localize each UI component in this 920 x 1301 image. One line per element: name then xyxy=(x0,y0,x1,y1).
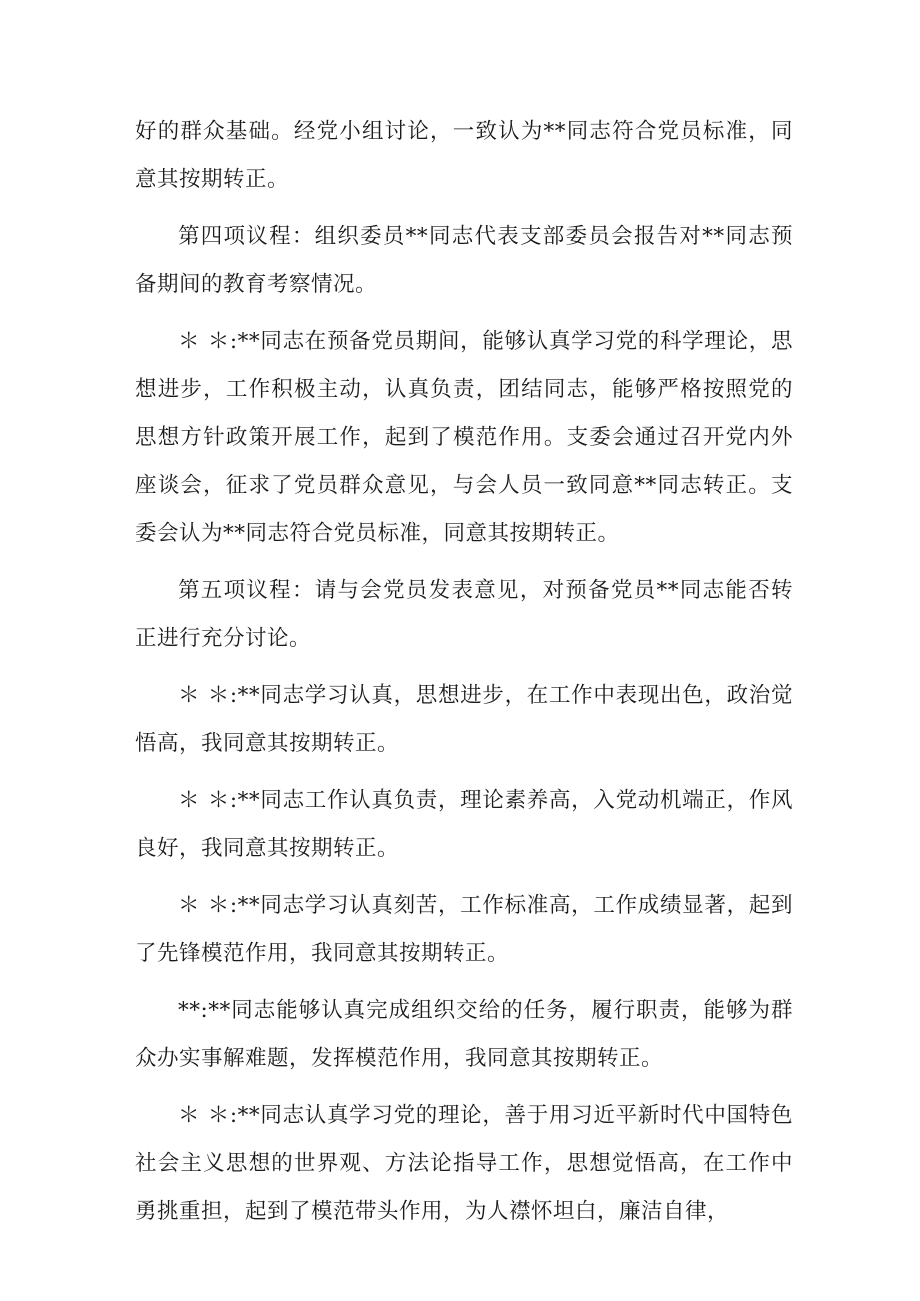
paragraph-4: 第五项议程：请与会党员发表意见，对预备党员**同志能否转正进行充分讨论。 xyxy=(135,578,793,651)
paragraph-5: ＊ ＊:**同志学习认真，思想进步，在工作中表现出色，政治觉悟高，我同意其按期转正。 xyxy=(135,683,793,756)
paragraph-7: ＊ ＊:**同志学习认真刻苦，工作标准高，工作成绩显著，起到了先锋模范作用，我同意其按期转正。 xyxy=(135,893,793,966)
paragraph-3: ＊ ＊:**同志在预备党员期间，能够认真学习党的科学理论，思想进步，工作积极主动，认真负责，团结同志，能够严格按照党的思想方针政策开展工作，起到了模范作用。支委会通过召开党内外座谈会，征求了党员群众意见，与会人员一致同意**同志转正。支委会认为**同志符合党员标准，同意其按期转正。 xyxy=(135,329,793,546)
paragraph-6: ＊ ＊:**同志工作认真负责，理论素养高，入党动机端正，作风良好，我同意其按期转正。 xyxy=(135,788,793,861)
document-body xyxy=(135,108,793,1245)
paragraph-8: **:**同志能够认真完成组织交给的任务，履行职责，能够为群众办实事解难题，发挥模范作用，我同意其按期转正。 xyxy=(135,998,793,1071)
paragraph-1: 好的群众基础。经党小组讨论，一致认为**同志符合党员标准，同意其按期转正。 xyxy=(135,119,793,192)
paragraph-2: 第四项议程：组织委员**同志代表支部委员会报告对**同志预备期间的教育考察情况。 xyxy=(135,224,793,297)
paragraph-9: ＊ ＊:**同志认真学习党的理论，善于用习近平新时代中国特色社会主义思想的世界观、方法论指导工作，思想觉悟高，在工作中勇挑重担，起到了模范带头作用，为人襟怀坦白，廉洁自律， xyxy=(135,1103,793,1224)
